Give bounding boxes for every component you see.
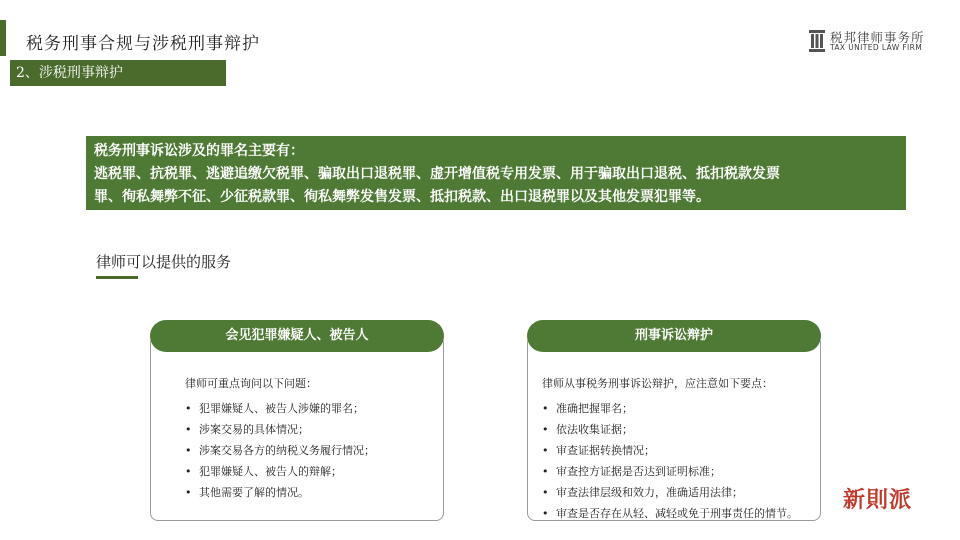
meeting-card-body [185,374,433,503]
defense-card-title: 刑事诉讼辩护 [527,320,821,352]
meeting-card-title: 会见犯罪嫌疑人、被告人 [150,320,444,352]
watermark-logo: 新則派 [843,488,913,513]
list-item: • 审查证据转换情况； [542,440,810,461]
building-icon [808,28,826,54]
list-item: • 犯罪嫌疑人、被告人涉嫌的罪名； [185,398,433,419]
crime-list-box [86,136,906,210]
defense-card-body [542,374,810,524]
list-item: • 依法收集证据； [542,419,810,440]
list-item: • 涉案交易的具体情况； [185,419,433,440]
list-item: • 涉案交易各方的纳税义务履行情况； [185,440,433,461]
list-item: • 审查法律层级和效力，准确适用法律； [542,482,810,503]
firm-name-cn: 税邦律师事务所 [830,30,925,45]
defense-card-list [542,398,810,524]
list-item: • 其他需要了解的情况。 [185,482,433,503]
crime-box-line: 逃税罪、抗税罪、逃避追缴欠税罪、骗取出口退税罪、虚开增值税专用发票、用于骗取出口退税、抵扣税款发票 [94,166,780,182]
defense-card [527,335,821,521]
page-title: 税务刑事合规与涉税刑事辩护 [26,34,260,54]
title-accent-bar [0,20,6,56]
list-item: • 犯罪嫌疑人、被告人的辩解； [185,461,433,482]
defense-card-intro: 律师从事税务刑事诉讼辩护，应注意如下要点： [542,377,773,390]
section-label: 2、涉税刑事辩护 [10,60,226,86]
list-item: • 审查是否存在从轻、减轻或免于刑事责任的情节。 [542,503,810,524]
meeting-card-list [185,398,433,503]
crime-box-heading: 税务刑事诉讼涉及的罪名主要有： [94,143,304,159]
list-item: • 准确把握罪名； [542,398,810,419]
meeting-card-intro: 律师可重点询问以下问题： [185,377,317,390]
meeting-card [150,335,444,521]
services-heading: 律师可以提供的服务 [96,253,232,271]
list-item: • 审查控方证据是否达到证明标准； [542,461,810,482]
firm-name-en: TAX UNITED LAW FIRM [830,43,923,52]
firm-logo [808,28,938,56]
services-underline [96,276,138,279]
crime-box-line: 罪、徇私舞弊不征、少征税款罪、徇私舞弊发售发票、抵扣税款、出口退税罪以及其他发票犯罪等。 [94,189,710,205]
